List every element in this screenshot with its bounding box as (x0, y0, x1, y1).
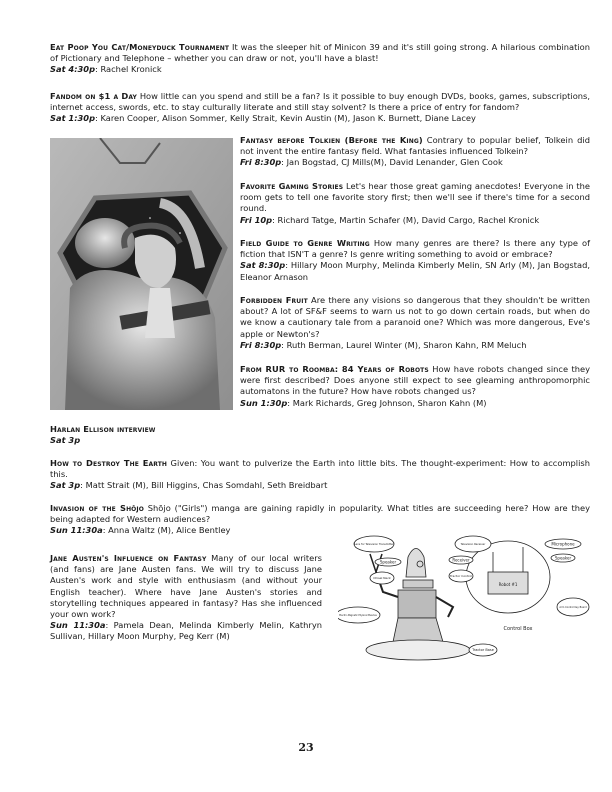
entry-title: Fantasy before Tolkien (Before the King) (240, 135, 423, 145)
entry-time: Sat 8:30p (240, 260, 286, 271)
page-number: 23 (298, 741, 314, 754)
entry-description: How many genres are there? Is there any type of fiction that ISN'T a genre? Is genre writing something to avoid or embrace? (240, 238, 590, 260)
entry-panelists: Mark Richards, Greg Johnson, Sharon Kahn (M) (292, 397, 487, 408)
entry-panelists: Rachel Kronick (100, 64, 162, 75)
entry-description: Given: You want to pulverize the Earth into little bits. The thought-experiment: How to accomplish this. (50, 458, 590, 480)
program-entry: Eat Poop You Cat/Moneyduck Tournament It was the sleeper hit of Minicon 39 and it's still going strong. A hilarious combination of Pictionary and Telephone – whether you can draw or not, you'll have a blast! Sat 4:30p: Rachel Kronick (50, 42, 590, 75)
entry-time: Sun 11:30a (50, 525, 103, 536)
entry-title: Invasion of the Shōjo (50, 503, 144, 513)
entry-time: Sat 1:30p (50, 113, 96, 124)
robot-diagram (338, 532, 593, 672)
label-speaker-2: Speaker (554, 555, 572, 561)
label-chisel-neck: Chisel Neck (373, 576, 391, 580)
entry-title: Harlan Ellison interview (50, 424, 156, 434)
label-arm-control: Arm Control Key Board (559, 606, 587, 609)
entry-panelists: Matt Strait (M), Bill Higgins, Chas Somdahl, Seth Breidbart (85, 480, 328, 491)
program-entry: How to Destroy The Earth Given: You want to pulverize the Earth into little bits. The thought-experiment: How to accomplish this. Sat 3p: Matt Strait (M), Bill Higgins, Chas Somdahl, Seth Breidbart (50, 458, 590, 491)
robot-diagram-illustration (338, 532, 593, 672)
program-entry: Fantasy before Tolkien (Before the King) Contrary to popular belief, Tolkein did not invent the entire fantasy field. What fantasies influenced Tolkein? Fri 8:30p: Jan Bogstad, CJ Mills(M), David Lenander, Glen Cook (240, 135, 590, 168)
entry-panelists: Jan Bogstad, CJ Mills(M), David Lenander, Glen Cook (286, 157, 503, 168)
entry-title: Favorite Gaming Stories (240, 181, 344, 191)
program-entry: Jane Austen's Influence on Fantasy Many of our local writers (and fans) are Jane Austen fans. We will try to discuss Jane Austen's work and style with enthusiasm (and without your English teacher). Where have Jane Austen's stories and storytelling techniques appeared in fantasy? Has she influenced your own work? Sun 11:30a: Pamela Dean, Melinda Kimberly Melin, Kathryn Sullivan, Hillary Moon Murphy, Peg Kerr (M) (50, 553, 323, 642)
entry-title: Jane Austen's Influence on Fantasy (50, 553, 207, 563)
label-robot-1: Robot #1 (498, 582, 518, 587)
entry-time: Fri 8:30p (240, 339, 282, 350)
entry-time: Fri 8:30p (240, 157, 282, 168)
entry-description: Let's hear those great gaming anecdotes! Everyone in the room gets to tell one favorite story first; then we'll see if there's time for a second round. (240, 181, 591, 214)
label-tv-receiver: Television Receiver (460, 543, 486, 546)
entry-description: Many of our local writers (and fans) are Jane Austen fans. We will try to discuss Jane Austen's work and style with enthusiasm (and without your English teacher). Where have Jane Austen's stories and storytelling techniques appeared in fantasy? Has she influenced your own work? (50, 553, 322, 620)
entry-title: Forbidden Fruit (240, 295, 308, 305)
entry-description: How little can you spend and still be a fan? Is it possible to buy enough DVDs, books, games, subscriptions, internet access, swords, etc. to stay culturally literate and still stay solvent? Is there a price of entry for fandom? (50, 91, 590, 113)
entry-time: Sat 4:30p (50, 64, 96, 75)
label-control-box: Control Box (503, 626, 533, 632)
label-muscles: Electro-Magnetic Physical Muscles (339, 614, 377, 617)
label-lens: Lens for Television Transmitter (354, 543, 394, 546)
entry-panelists: Ruth Berman, Laurel Winter (M), Sharon Kahn, RM Meluch (286, 339, 527, 350)
program-entry: Forbidden Fruit Are there any visions so dangerous that they shouldn't be written about? A lot of SF&F seems to warn us not to go down certain roads, but when do we know a cautionary tale from a paranoid one? Which was more dangerous, Eve's apple or Newton's? Fri 8:30p: Ruth Berman, Laurel Winter (M), Sharon Kahn, RM Meluch (240, 295, 591, 350)
entry-time: Sun 11:30a (50, 620, 106, 631)
program-entry: Invasion of the Shōjo Shōjo ("Girls") manga are gaining rapidly in popularity. What titles are succeeding here? How are they being adapted for Western audiences? Sun 11:30a: Anna Waltz (M), Alice Bentley (50, 503, 590, 536)
entry-panelists: Hillary Moon Murphy, Melinda Kimberly Melin, SN Arly (M), Jan Bogstad, Eleanor Arnason (240, 260, 590, 282)
program-entry: Favorite Gaming Stories Let's hear those great gaming anecdotes! Everyone in the room gets to tell one favorite story first; then we'll see if there's time for a second round. Fri 10p: Richard Tatge, Martin Schafer (M), David Cargo, Rachel Kronick (240, 181, 591, 225)
entry-description: Are there any visions so dangerous that they shouldn't be written about? A lot of SF&F seems to warn us not to go down certain roads, but when do we know a cautionary tale from a paranoid one? Which was more dangerous, Eve's apple or Newton's? (240, 295, 591, 339)
entry-description: Contrary to popular belief, Tolkein did not invent the entire fantasy field. What fantasies influenced Tolkein? (240, 135, 590, 157)
entry-panelists: Karen Cooper, Alison Sommer, Kelly Strait, Kevin Austin (M), Jason K. Burnett, Diane Lacey (100, 113, 476, 124)
entry-panelists: Richard Tatge, Martin Schafer (M), David Cargo, Rachel Kronick (277, 214, 540, 225)
entry-description: How have robots changed since they were first described? Does anyone still expect to see gleaming anthropomorphic automatons in the future? How have robots changed us? (240, 364, 591, 397)
program-entry: Fandom on $1 a Day How little can you spend and still be a fan? Is it possible to buy enough DVDs, books, games, subscriptions, internet access, swords, etc. to stay culturally literate and still stay solvent? Is there a price of entry for fandom? Sat 1:30p: Karen Cooper, Alison Sommer, Kelly Strait, Kevin Austin (M), Jason K. Burnett, Diane Lacey (50, 91, 590, 124)
entry-title: Field Guide to Genre Writing (240, 238, 370, 248)
entry-description: Shōjo ("Girls") manga are gaining rapidly in popularity. What titles are succeeding here? How are they being adapted for Western audiences? (50, 503, 590, 525)
program-entry: Field Guide to Genre Writing How many genres are there? Is there any type of fiction that ISN'T a genre? Is genre writing something to avoid or embrace? Sat 8:30p: Hillary Moon Murphy, Melinda Kimberly Melin, SN Arly (M), Jan Bogstad, Eleanor Arnason (240, 238, 590, 282)
label-receiver: Receiver (452, 557, 470, 563)
entry-title: Fandom on $1 a Day (50, 91, 137, 101)
entry-time: Sat 3p (50, 435, 81, 446)
entry-title: Eat Poop You Cat/Moneyduck Tournament (50, 42, 230, 52)
label-tractor-control: Tractor Control (449, 574, 473, 578)
heroine-robot-art (50, 138, 233, 410)
entry-panelists: Anna Waltz (M), Alice Bentley (108, 525, 231, 536)
program-entry: From RUR to Roomba: 84 Years of Robots How have robots changed since they were first described? Does anyone still expect to see gleaming anthropomorphic automatons in the future? How have robots changed us? Sun 1:30p: Mark Richards, Greg Johnson, Sharon Kahn (M) (240, 364, 591, 408)
entry-description: It was the sleeper hit of Minicon 39 and it's still going strong. A hilarious combination of Pictionary and Telephone – whether you can draw or not, you'll have a blast! (50, 42, 590, 64)
entry-time: Sun 1:30p (240, 397, 288, 408)
program-entry (50, 424, 590, 446)
entry-time: Fri 10p (240, 214, 273, 225)
label-speaker: Speaker (379, 559, 397, 565)
entry-panelists: Pamela Dean, Melinda Kimberly Melin, Kathryn Sullivan, Hillary Moon Murphy, Peg Kerr (M) (50, 620, 323, 642)
cover-art-illustration (50, 138, 233, 410)
label-microphone: Microphone (551, 541, 575, 547)
entry-title: From RUR to Roomba: 84 Years of Robots (240, 364, 429, 374)
entry-time: Sat 3p (50, 480, 81, 491)
label-tractor-base: Tractor Base (472, 648, 494, 652)
entry-title: How to Destroy The Earth (50, 458, 168, 468)
